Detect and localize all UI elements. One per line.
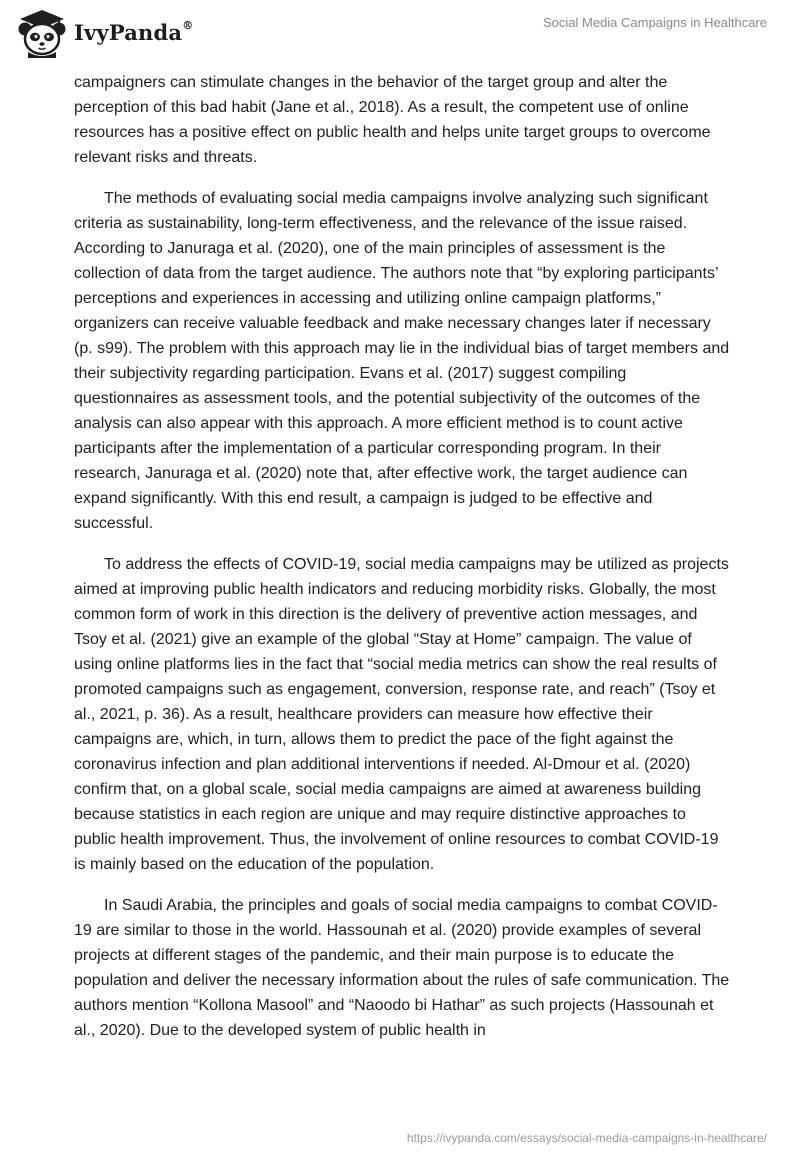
page-header — [0, 0, 800, 66]
logo-wordmark — [74, 20, 193, 45]
essay-body — [74, 70, 730, 1059]
paragraph-4: In Saudi Arabia, the principles and goals of social media campaigns to combat COVID-19 are similar to those in the world. Hassounah et al. (2020) provide examples of several projects at different stages of the pandemic, and their main purpose is to educate the population and deliver the necessary information about the rules of safe communication. The authors mention “Kollona Masool” and “Naoodo bi Hathar” as such projects (Hassounah et al., 2020). Due to the developed system of public health in — [74, 897, 730, 1039]
paragraph-3: To address the effects of COVID-19, social media campaigns may be utilized as projects aimed at improving public health indicators and reducing morbidity risks. Globally, the most common form of work in this direction is the delivery of preventive action messages, and Tsoy et al. (2021) give an example of the global “Stay at Home” campaign. The value of using online platforms lies in the fact that “social media metrics can show the real results of promoted campaigns such as engagement, conversion, response rate, and reach” (Tsoy et al., 2021, p. 36). As a result, healthcare providers can measure how effective their campaigns are, which, in turn, allows them to predict the pace of the fight against the coronavirus infection and plan additional interventions if needed. Al-Dmour et al. (2020) confirm that, on a global scale, social media campaigns are aimed at awareness building because statistics in each region are unique and may require distinctive approaches to public health improvement. Thus, the involvement of online resources to combat COVID-19 is mainly based on the education of the population. — [74, 556, 729, 873]
paragraph-2: The methods of evaluating social media campaigns involve analyzing such significant criteria as sustainability, long-term effectiveness, and the relevance of the issue raised. According to Januraga et al. (2020), one of the main principles of assessment is the collection of data from the target audience. The authors note that “by exploring participants’ perceptions and experiences in accessing and utilizing online campaign platforms,” organizers can receive valuable feedback and make necessary changes later if necessary (p. s99). The problem with this approach may lie in the individual bias of target members and their subjectivity regarding participation. Evans et al. (2017) suggest compiling questionnaires as assessment tools, and the potential subjectivity of the outcomes of the analysis can also appear with this approach. A more efficient method is to count active participants after the implementation of a particular corresponding program. In their research, Januraga et al. (2020) note that, after effective work, the target audience can expand significantly. With this end result, a campaign is judged to be effective and successful. — [74, 190, 730, 532]
logo[interactable] — [14, 8, 193, 58]
document-title: Social Media Campaigns in Healthcare — [542, 15, 767, 30]
registered-mark: ® — [182, 18, 194, 32]
paragraph-1: campaigners can stimulate changes in the behavior of the target group and alter the perception of this bad habit (Jane et al., 2018). As a result, the competent use of online resources has a positive effect on public health and helps unite target groups to overcome relevant risks and threats. — [74, 74, 711, 166]
logo-text: IvyPanda — [74, 19, 183, 45]
footer-source-url[interactable]: https://ivypanda.com/essays/social-media-campaigns-in-healthcare/ — [406, 1131, 767, 1145]
panda-logo-icon — [14, 8, 70, 58]
